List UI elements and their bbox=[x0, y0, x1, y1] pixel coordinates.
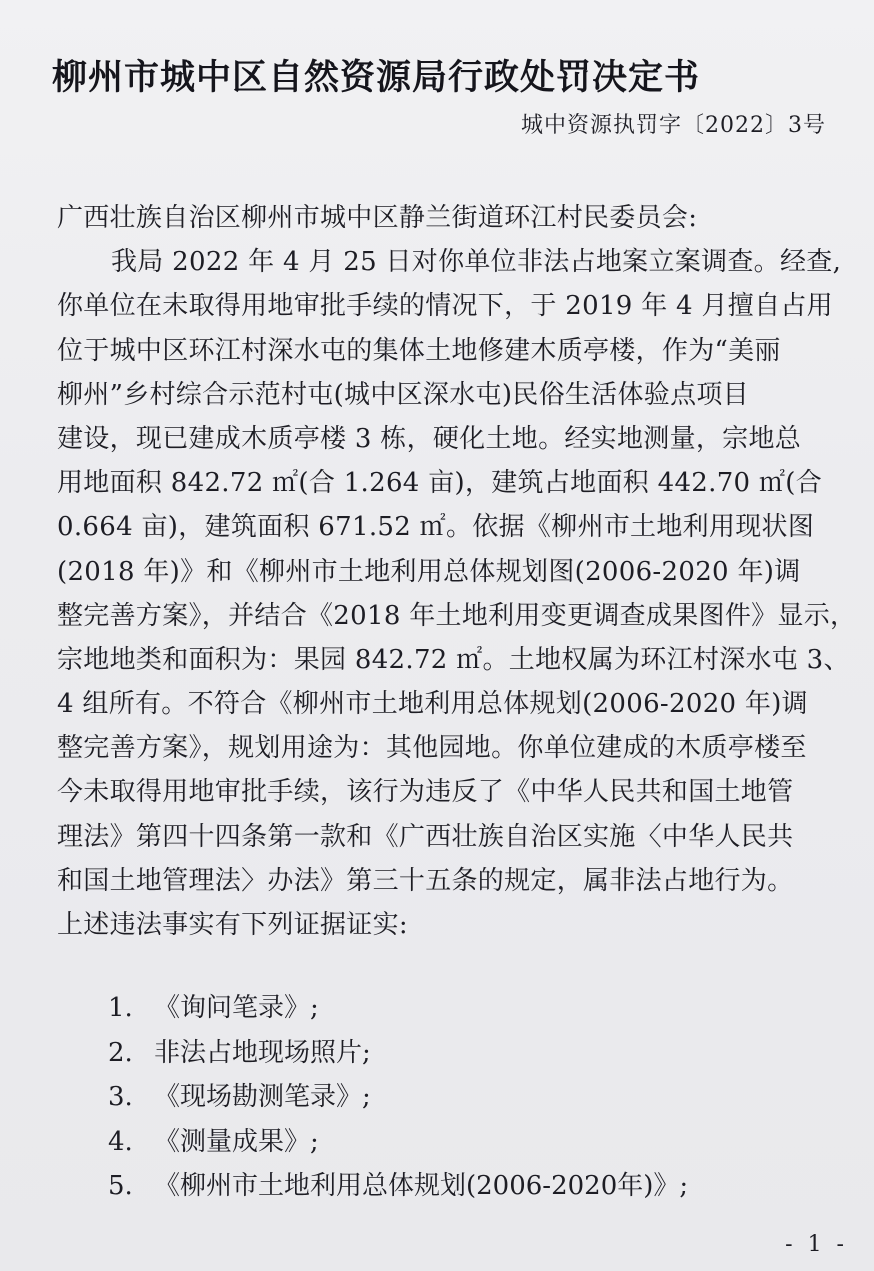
body-line: 用地面积 842.72 ㎡(合 1.264 亩)，建筑占地面积 442.70 ㎡(合 bbox=[57, 468, 823, 499]
page-number: - 1 - bbox=[785, 1232, 848, 1257]
evidence-item bbox=[108, 986, 808, 1031]
body-line: 今未取得用地审批手续，该行为违反了《中华人民共和国土地管 bbox=[57, 777, 794, 808]
document-number: 城中资源执罚字〔2022〕3号 bbox=[521, 113, 826, 138]
body-line: 位于城中区环江村深水屯的集体土地修建木质亭楼，作为“美丽 bbox=[57, 335, 781, 366]
body-line: 建设，现已建成木质亭楼 3 栋，硬化土地。经实地测量，宗地总 bbox=[57, 423, 802, 454]
body-line: 你单位在未取得用地审批手续的情况下，于 2019 年 4 月擅自占用 bbox=[57, 291, 833, 322]
body-line: 0.664 亩)，建筑面积 671.52 ㎡。依据《柳州市土地利用现状图 bbox=[57, 512, 815, 543]
body-line: 我局 2022 年 4 月 25 日对你单位非法占地案立案调查。经查, bbox=[111, 247, 842, 278]
evidence-number: 2. bbox=[108, 1037, 133, 1068]
evidence-text: 《现场勘测笔录》; bbox=[154, 1082, 371, 1113]
evidence-item bbox=[108, 1075, 808, 1120]
evidence-number: 3. bbox=[108, 1082, 133, 1113]
evidence-item bbox=[108, 1031, 808, 1076]
recipient-line: 广西壮族自治区柳州市城中区静兰街道环江村民委员会: bbox=[57, 203, 698, 233]
evidence-item bbox=[108, 1164, 808, 1209]
document-body bbox=[57, 196, 857, 947]
evidence-number: 4. bbox=[108, 1126, 133, 1157]
body-line: 上述违法事实有下列证据证实: bbox=[57, 910, 408, 940]
body-line: 整完善方案》，规划用途为：其他园地。你单位建成的木质亭楼至 bbox=[57, 733, 807, 764]
evidence-list bbox=[108, 986, 808, 1209]
evidence-text: 非法占地现场照片; bbox=[154, 1037, 371, 1068]
evidence-text: 《询问笔录》; bbox=[154, 993, 319, 1023]
document-title: 柳州市城中区自然资源局行政处罚决定书 bbox=[52, 58, 701, 98]
evidence-text: 《测量成果》; bbox=[154, 1126, 319, 1157]
body-line: 和国土地管理法〉办法》第三十五条的规定，属非法占地行为。 bbox=[57, 865, 794, 896]
body-line: 4 组所有。不符合《柳州市土地利用总体规划(2006-2020 年)调 bbox=[57, 689, 808, 720]
body-line: 整完善方案》，并结合《2018 年土地利用变更调查成果图件》显示， bbox=[57, 600, 857, 631]
evidence-number: 5. bbox=[108, 1171, 133, 1202]
body-line: (2018 年)》和《柳州市土地利用总体规划图(2006-2020 年)调 bbox=[57, 556, 801, 587]
evidence-text: 《柳州市土地利用总体规划(2006-2020年)》; bbox=[154, 1171, 689, 1202]
body-line: 理法》第四十四条第一款和《广西壮族自治区实施〈中华人民共 bbox=[57, 821, 794, 852]
body-line: 柳州”乡村综合示范村屯(城中区深水屯)民俗生活体验点项目 bbox=[57, 379, 749, 410]
evidence-item bbox=[108, 1120, 808, 1165]
body-line: 宗地地类和面积为：果园 842.72 ㎡。土地权属为环江村深水屯 3、 bbox=[57, 644, 850, 675]
evidence-number: 1. bbox=[108, 993, 133, 1023]
